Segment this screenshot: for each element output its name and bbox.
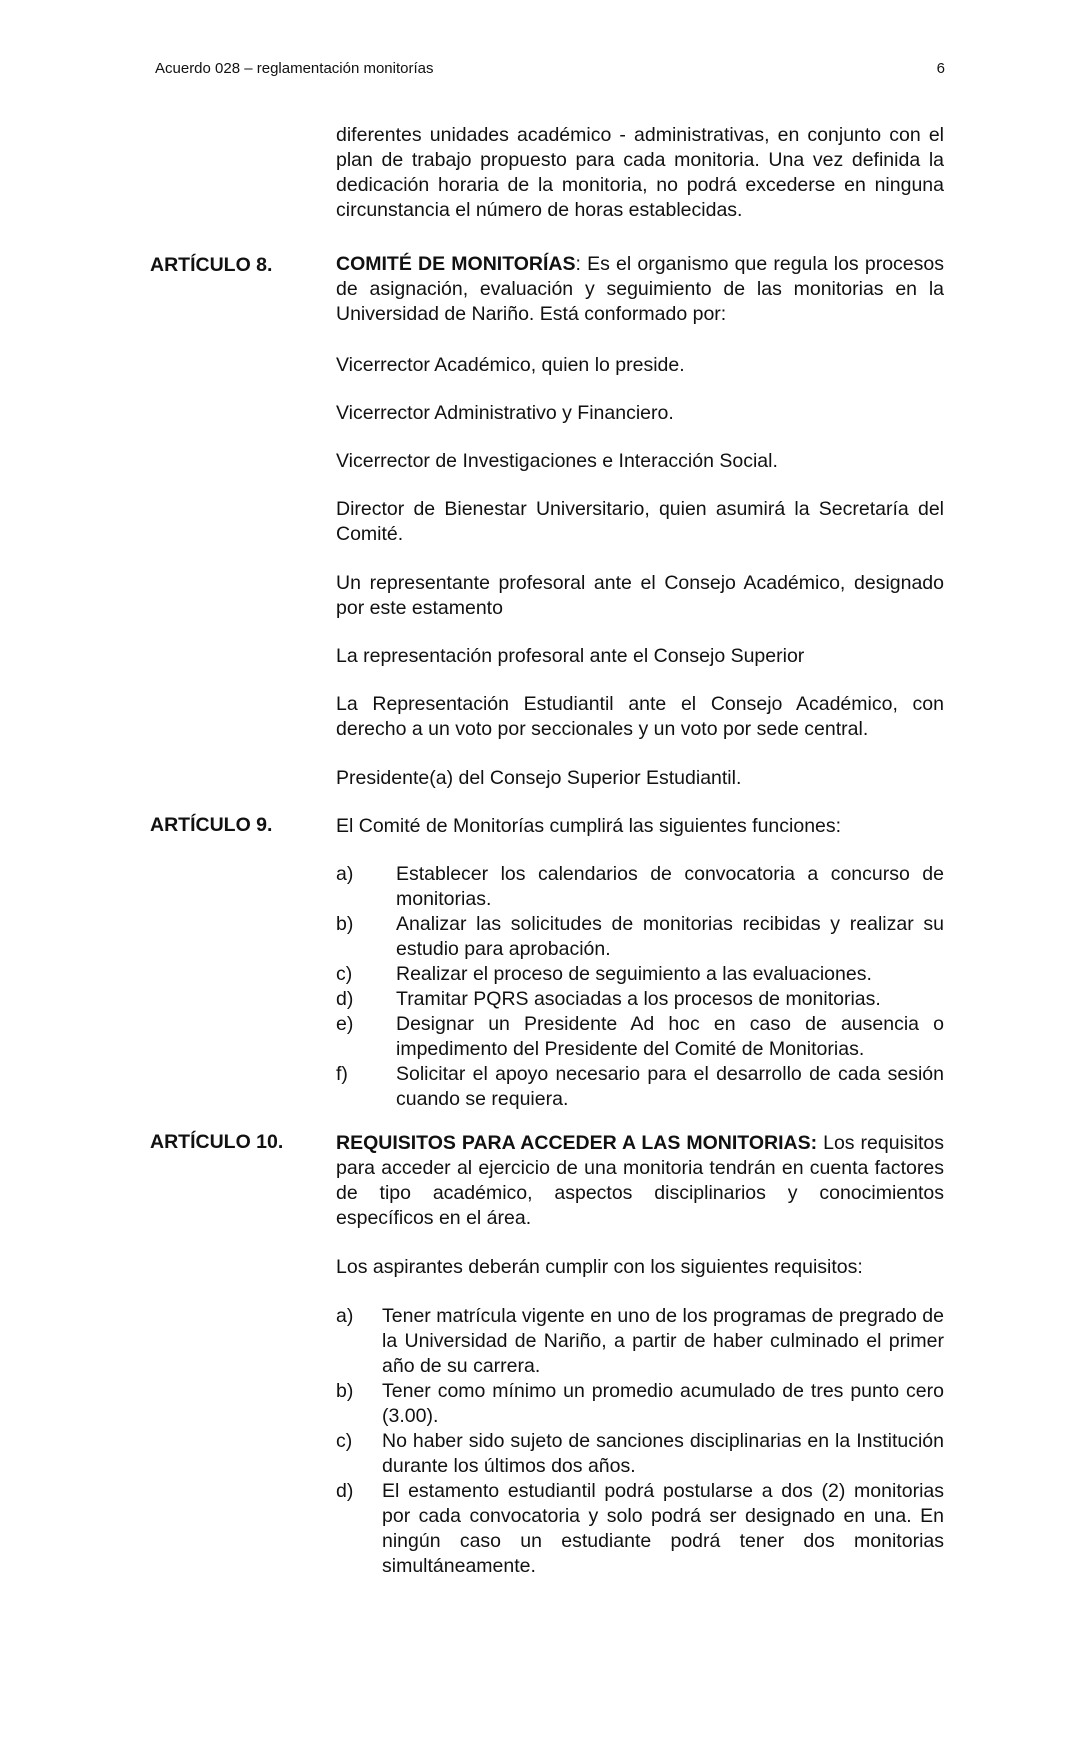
committee-member: La representación profesoral ante el Consejo Superior xyxy=(336,645,805,667)
committee-member: Vicerrector de Investigaciones e Interacción Social. xyxy=(336,450,778,472)
list-marker: e) xyxy=(336,1013,354,1035)
article-10-paragraph xyxy=(336,1131,944,1231)
list-text: Solicitar el apoyo necesario para el desarrollo de cada sesión cuando se requiera. xyxy=(396,1063,944,1110)
list-text: Tener como mínimo un promedio acumulado de tres punto cero (3.00). xyxy=(382,1380,944,1427)
list-marker: c) xyxy=(336,1430,353,1452)
list-item xyxy=(336,1379,944,1429)
list-marker: b) xyxy=(336,913,354,935)
list-text: Establecer los calendarios de convocatoria a concurso de monitorias. xyxy=(396,863,944,910)
article-8-heading: COMITÉ DE MONITORÍAS xyxy=(336,253,576,275)
requirements-list xyxy=(336,1304,944,1579)
list-marker: f) xyxy=(336,1063,348,1085)
committee-member: Un representante profesoral ante el Consejo Académico, designado por este estamento xyxy=(336,572,944,619)
list-item xyxy=(336,862,944,912)
list-text: Designar un Presidente Ad hoc en caso de ausencia o impedimento del Presidente del Comité de Monitorias. xyxy=(396,1013,944,1060)
committee-member: Vicerrector Académico, quien lo preside. xyxy=(336,354,685,376)
list-item xyxy=(336,1304,944,1379)
list-marker: c) xyxy=(336,963,353,985)
list-text: Analizar las solicitudes de monitorias recibidas y realizar su estudio para aprobación. xyxy=(396,913,944,960)
intro-paragraph xyxy=(336,123,944,223)
committee-member: La Representación Estudiantil ante el Consejo Académico, con derecho a un voto por seccionales y un voto por sede central. xyxy=(336,693,944,740)
article-9-label: ARTÍCULO 9. xyxy=(150,814,273,836)
list-text: El estamento estudiantil podrá postularse a dos (2) monitorias por cada convocatoria y solo podrá ser designado en una. En ningún caso un estudiante podrá tener dos monitorias simultáneamente. xyxy=(382,1480,944,1577)
list-marker: a) xyxy=(336,1305,354,1327)
intro-text: diferentes unidades académico - administrativas, en conjunto con el plan de trabajo propuesto para cada monitoria. Una vez definida la dedicación horaria de la monitoria, no podrá excederse en ninguna circunstancia el número de horas establecidas. xyxy=(336,124,944,221)
list-item xyxy=(336,1062,944,1112)
list-text: Tener matrícula vigente en uno de los programas de pregrado de la Universidad de Nariño, a partir de haber culminado el primer año de su carrera. xyxy=(382,1305,944,1377)
article-8-body xyxy=(336,252,944,327)
committee-member: Vicerrector Administrativo y Financiero. xyxy=(336,402,674,424)
article-10-body xyxy=(336,1131,944,1231)
article-9-functions-list xyxy=(336,862,944,1112)
committee-member: Director de Bienestar Universitario, quien asumirá la Secretaría del Comité. xyxy=(336,498,944,545)
article-9-text: El Comité de Monitorías cumplirá las siguientes funciones: xyxy=(336,815,842,837)
list-marker: d) xyxy=(336,1480,354,1502)
page-number: 6 xyxy=(936,60,945,77)
list-text: No haber sido sujeto de sanciones disciplinarias en la Institución durante los últimos dos años. xyxy=(382,1430,944,1477)
article-10-heading: REQUISITOS PARA ACCEDER A LAS MONITORIAS: xyxy=(336,1132,818,1154)
list-item xyxy=(336,962,944,987)
list-text: Tramitar PQRS asociadas a los procesos de monitorias. xyxy=(396,988,881,1010)
page-header xyxy=(155,60,945,77)
article-10-text: Los requisitos para acceder al ejercicio de una monitoria tendrán en cuenta factores de tipo académico, aspectos disciplinarios y conocimientos específicos en el área. xyxy=(336,1132,945,1229)
article-8-paragraph xyxy=(336,252,944,327)
list-text: Realizar el proceso de seguimiento a las evaluaciones. xyxy=(396,963,872,985)
header-title: Acuerdo 028 – reglamentación monitorías xyxy=(155,60,434,77)
list-item xyxy=(336,1429,944,1479)
requirements-intro: Los aspirantes deberán cumplir con los siguientes requisitos: xyxy=(336,1256,863,1278)
article-8-label: ARTÍCULO 8. xyxy=(150,254,273,276)
list-marker: d) xyxy=(336,988,354,1010)
committee-member: Presidente(a) del Consejo Superior Estudiantil. xyxy=(336,767,742,789)
list-item xyxy=(336,1012,944,1062)
article-8-text: : Es el organismo que regula los procesos de asignación, evaluación y seguimiento de las monitorias en la Universidad de Nariño. Está conformado por: xyxy=(336,253,944,325)
list-marker: b) xyxy=(336,1380,354,1402)
article-10-label: ARTÍCULO 10. xyxy=(150,1131,284,1153)
list-marker: a) xyxy=(336,863,354,885)
list-item xyxy=(336,1479,944,1579)
list-item xyxy=(336,987,944,1012)
list-item xyxy=(336,912,944,962)
